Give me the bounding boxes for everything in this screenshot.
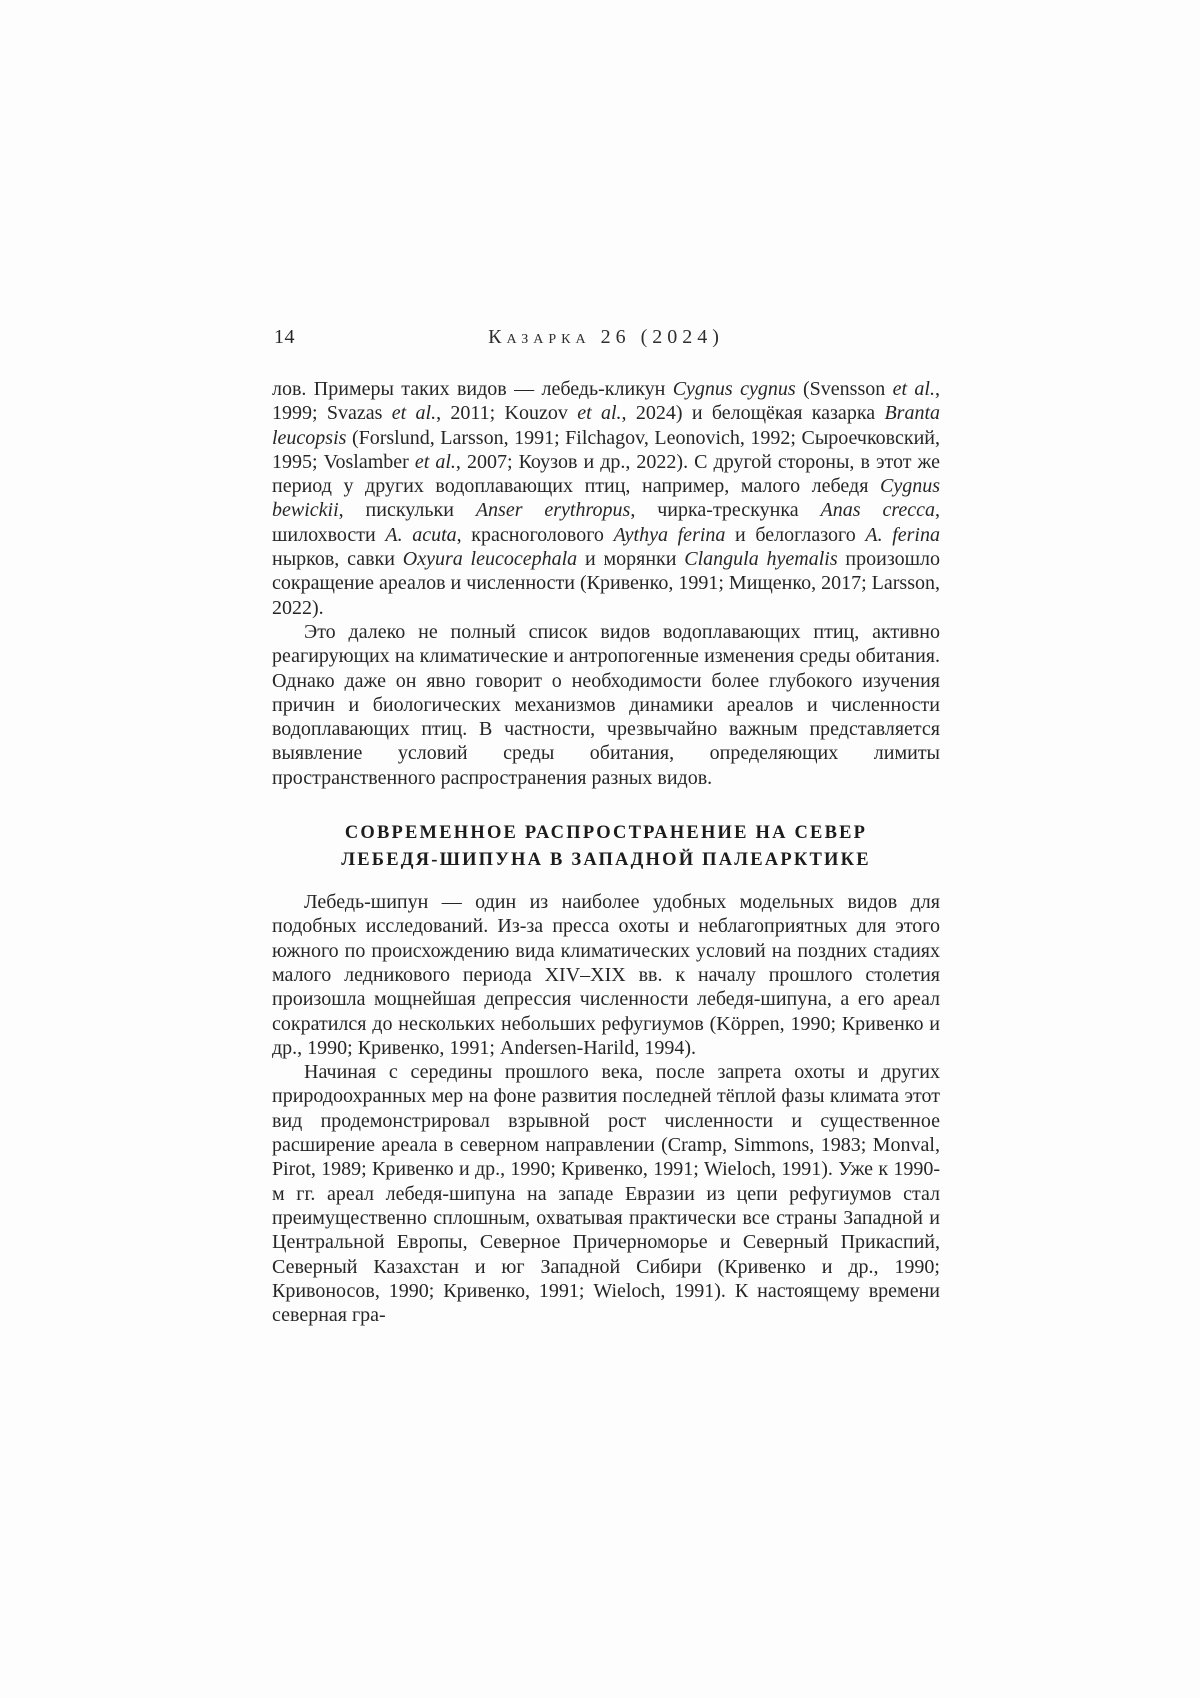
body-text-run: , 2024) и белощёкая казарка	[621, 402, 885, 425]
body-text-run: , шилохвости	[272, 499, 940, 546]
species-name-italic: et al.	[892, 378, 935, 400]
paragraph	[272, 377, 940, 620]
section-heading	[272, 820, 940, 874]
species-name-italic: et al.	[577, 402, 622, 425]
species-name-italic: Cygnus bewickii	[272, 475, 940, 522]
body-text-run: (Svensson	[795, 378, 893, 400]
body-text-run: , чирка-трескунка	[630, 499, 821, 522]
species-name-italic: et al.	[414, 450, 456, 473]
text-block	[272, 326, 940, 1327]
page-number: 14	[274, 326, 295, 348]
page-header	[272, 326, 940, 350]
paragraph	[272, 890, 940, 1060]
body-text-run: произошло сокращение ареалов и численности (Кривенко, 1991; Мищенко, 2017; Larsson, 2022).	[272, 548, 940, 619]
species-name-italic: Aythya ferina	[613, 523, 726, 546]
body-text-run: , 2011; Kouzov	[436, 402, 578, 425]
body-text-run: лов. Примеры таких видов — лебедь-кликун	[272, 378, 673, 400]
species-name-italic: Cygnus cygnus	[672, 378, 796, 400]
body-text-run: , красноголового	[456, 523, 614, 546]
body-text-run: (Forslund, Larsson, 1991; Filchagov, Leonovich, 1992; Сыроечковский, 1995; Voslamber	[272, 426, 940, 473]
body-text-run: Это далеко не полный список видов водоплавающих птиц, активно реагирующих на климатические и антропогенные изменения среды обитания. Однако даже он явно говорит о необходимости более глубокого изучения причин и биологических механизмов динамики ареалов и численности водоплавающих птиц. В частности, чрезвычайно важным представляется выявление условий среды обитания, определяющих лимиты пространственного распространения разных видов.	[272, 620, 940, 789]
body-text-run: нырков, савки	[272, 548, 403, 571]
species-name-italic: A. ferina	[865, 523, 940, 546]
body-text-run: Начиная с середины прошлого века, после запрета охоты и других природоохранных мер на фоне развития последней тёплой фазы климата этот вид продемонстрировал взрывной рост численности и существенное расширение ареала в северном направлении (Cramp, Simmons, 1983; Monval, Pirot, 1989; Кривенко и др., 1990; Кривенко, 1991; Wieloch, 1991). Уже к 1990-м гг. ареал лебедя-шипуна на западе Евразии из цепи рефугиумов стал преимущественно сплошным, охватывая практически все страны Западной и Центральной Европы, Северное Причерноморье и Северный Прикаспий, Северный Казахстан и юг Западной Сибири (Кривенко и др., 1990; Кривоносов, 1990; Кривенко, 1991; Wieloch, 1991). К настоящему времени северная гра-	[272, 1061, 940, 1327]
section-heading-line2: ЛЕБЕДЯ-ШИПУНА В ЗАПАДНОЙ ПАЛЕАРКТИКЕ	[341, 850, 871, 871]
species-name-italic: Clangula hyemalis	[684, 548, 838, 571]
paragraph	[272, 620, 940, 790]
body-text-run: Лебедь-шипун — один из наиболее удобных модельных видов для подобных исследований. Из-за пресса охоты и неблагоприятных для этого южного по происхождению вида климатических условий на поздних стадиях малого ледникового периода XIV–XIX вв. к началу прошлого столетия произошла мощнейшая депрессия численности лебедя-шипуна, а его ареал сократился до нескольких небольших рефугиумов (Köppen, 1990; Кривенко и др., 1990; Кривенко, 1991; Andersen-Harild, 1994).	[272, 891, 940, 1059]
species-name-italic: Anas crecca	[820, 499, 935, 522]
species-name-italic: et al.	[391, 402, 437, 425]
species-name-italic: Oxyura leucocephala	[402, 548, 578, 571]
body-text-run: , 2007; Коузов и др., 2022). С другой стороны, в этот же период у других водоплавающих птиц, например, малого лебедя	[272, 450, 940, 498]
article-body	[272, 377, 940, 1327]
section-paragraphs	[272, 890, 940, 1327]
journal-running-head: Казарка 26 (2024)	[488, 326, 724, 348]
intro-paragraphs	[272, 377, 940, 790]
body-text-run: и белоглазого	[725, 523, 866, 546]
species-name-italic: Anser erythropus	[475, 499, 631, 522]
body-text-run: , пискульки	[338, 499, 476, 522]
species-name-italic: Branta leucopsis	[272, 402, 940, 449]
body-text-run: , 1999; Svazas	[272, 378, 940, 425]
species-name-italic: A. acuta	[385, 523, 457, 546]
paragraph	[272, 1060, 940, 1327]
body-text-run: и морянки	[577, 548, 685, 571]
section-heading-line1: СОВРЕМЕННОЕ РАСПРОСТРАНЕНИЕ НА СЕВЕР	[344, 823, 868, 844]
